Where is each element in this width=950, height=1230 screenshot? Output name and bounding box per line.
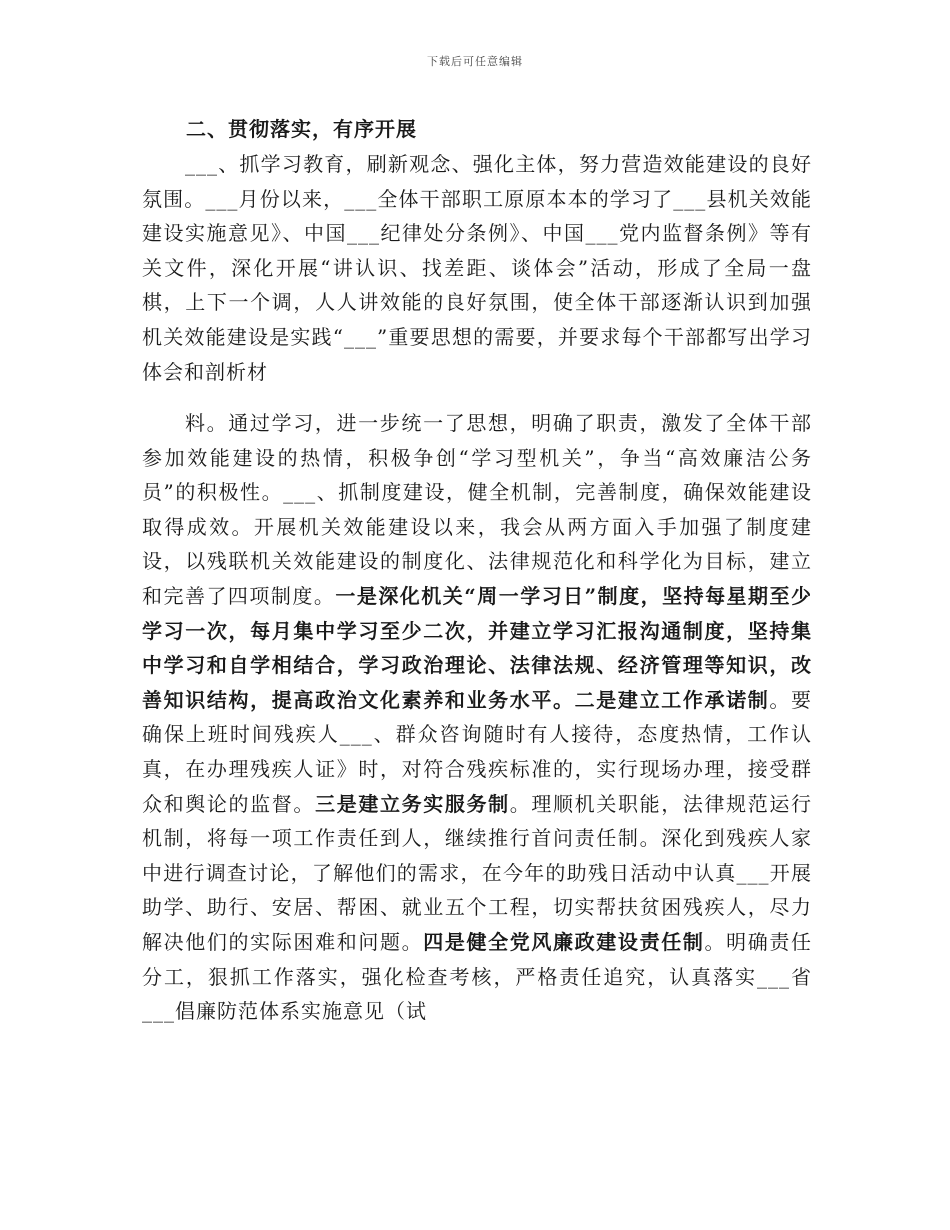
- text-run: 。要确保上班时间残疾人___、群众咨询随时有人接待，态度热情，工作认真，在办理残疾人证》时，对符合残疾标准的，实行现场办理，接受群众和舆论的监督。: [142, 687, 813, 816]
- paragraph-system-building: [142, 406, 812, 1029]
- section-heading: 二、贯彻落实，有序开展: [186, 117, 417, 141]
- text-run: 。理顺机关职能，法律规范运行机制，将每一项工作责任到人，继续推行首问责任制。深化到残疾人家中进行调查讨论，了解他们的需求，在今年的助残日活动中认真___开展助学、助行、安居、帮困、就业五个工程，切实帮扶贫困残疾人，尽力解决他们的实际困难和问题。: [142, 791, 813, 954]
- bold-run-system-three: 三是建立务实服务制: [315, 791, 510, 816]
- bold-run-system-four: 四是健全党风廉政建设责任制: [423, 929, 705, 954]
- text-run: 。明确责任分工，狠抓工作落实，强化检查考核，严格责任追究，认真落实___省___倡廉防范体系实施意见（试: [142, 929, 813, 1024]
- paragraph-study-education: ___、抓学习教育，刷新观念、强化主体，努力营造效能建设的良好氛围。___月份以来，___全体干部职工原原本本的学习了___县机关效能建设实施意见》、中国___纪律处分条例》、中国___党内监督条例》等有关文件，深化开展“讲认识、找差距、谈体会”活动，形成了全局一盘棋，上下一个调，人人讲效能的良好氛围，使全体干部逐渐认识到加强机关效能建设是实践“___”重要思想的需要，并要求每个干部都写出学习体会和剖析材: [142, 152, 812, 384]
- text-run: 料。通过学习，进一步统一了思想，明确了职责，激发了全体干部参加效能建设的热情，积极争创“学习型机关”，争当“高效廉洁公务员”的积极性。___、抓制度建设，健全机制，完善制度，确保效能建设取得成效。开展机关效能建设以来，我会从两方面入手加强了制度建设，以残联机关效能建设的制度化、法律规范化和科学化为目标，建立和完善了四项制度。: [142, 411, 812, 608]
- page-header: 下载后可任意编辑: [427, 55, 523, 68]
- bold-run-system-one-two: 一是深化机关“周一学习日”制度，坚持每星期至少学习一次，每月集中学习至少二次，并建立学习汇报沟通制度，坚持集中学习和自学相结合，学习政治理论、法律法规、经济管理等知识，改善知识结构，提高政治文化素养和业务水平。二是建立工作承诺制: [142, 583, 813, 712]
